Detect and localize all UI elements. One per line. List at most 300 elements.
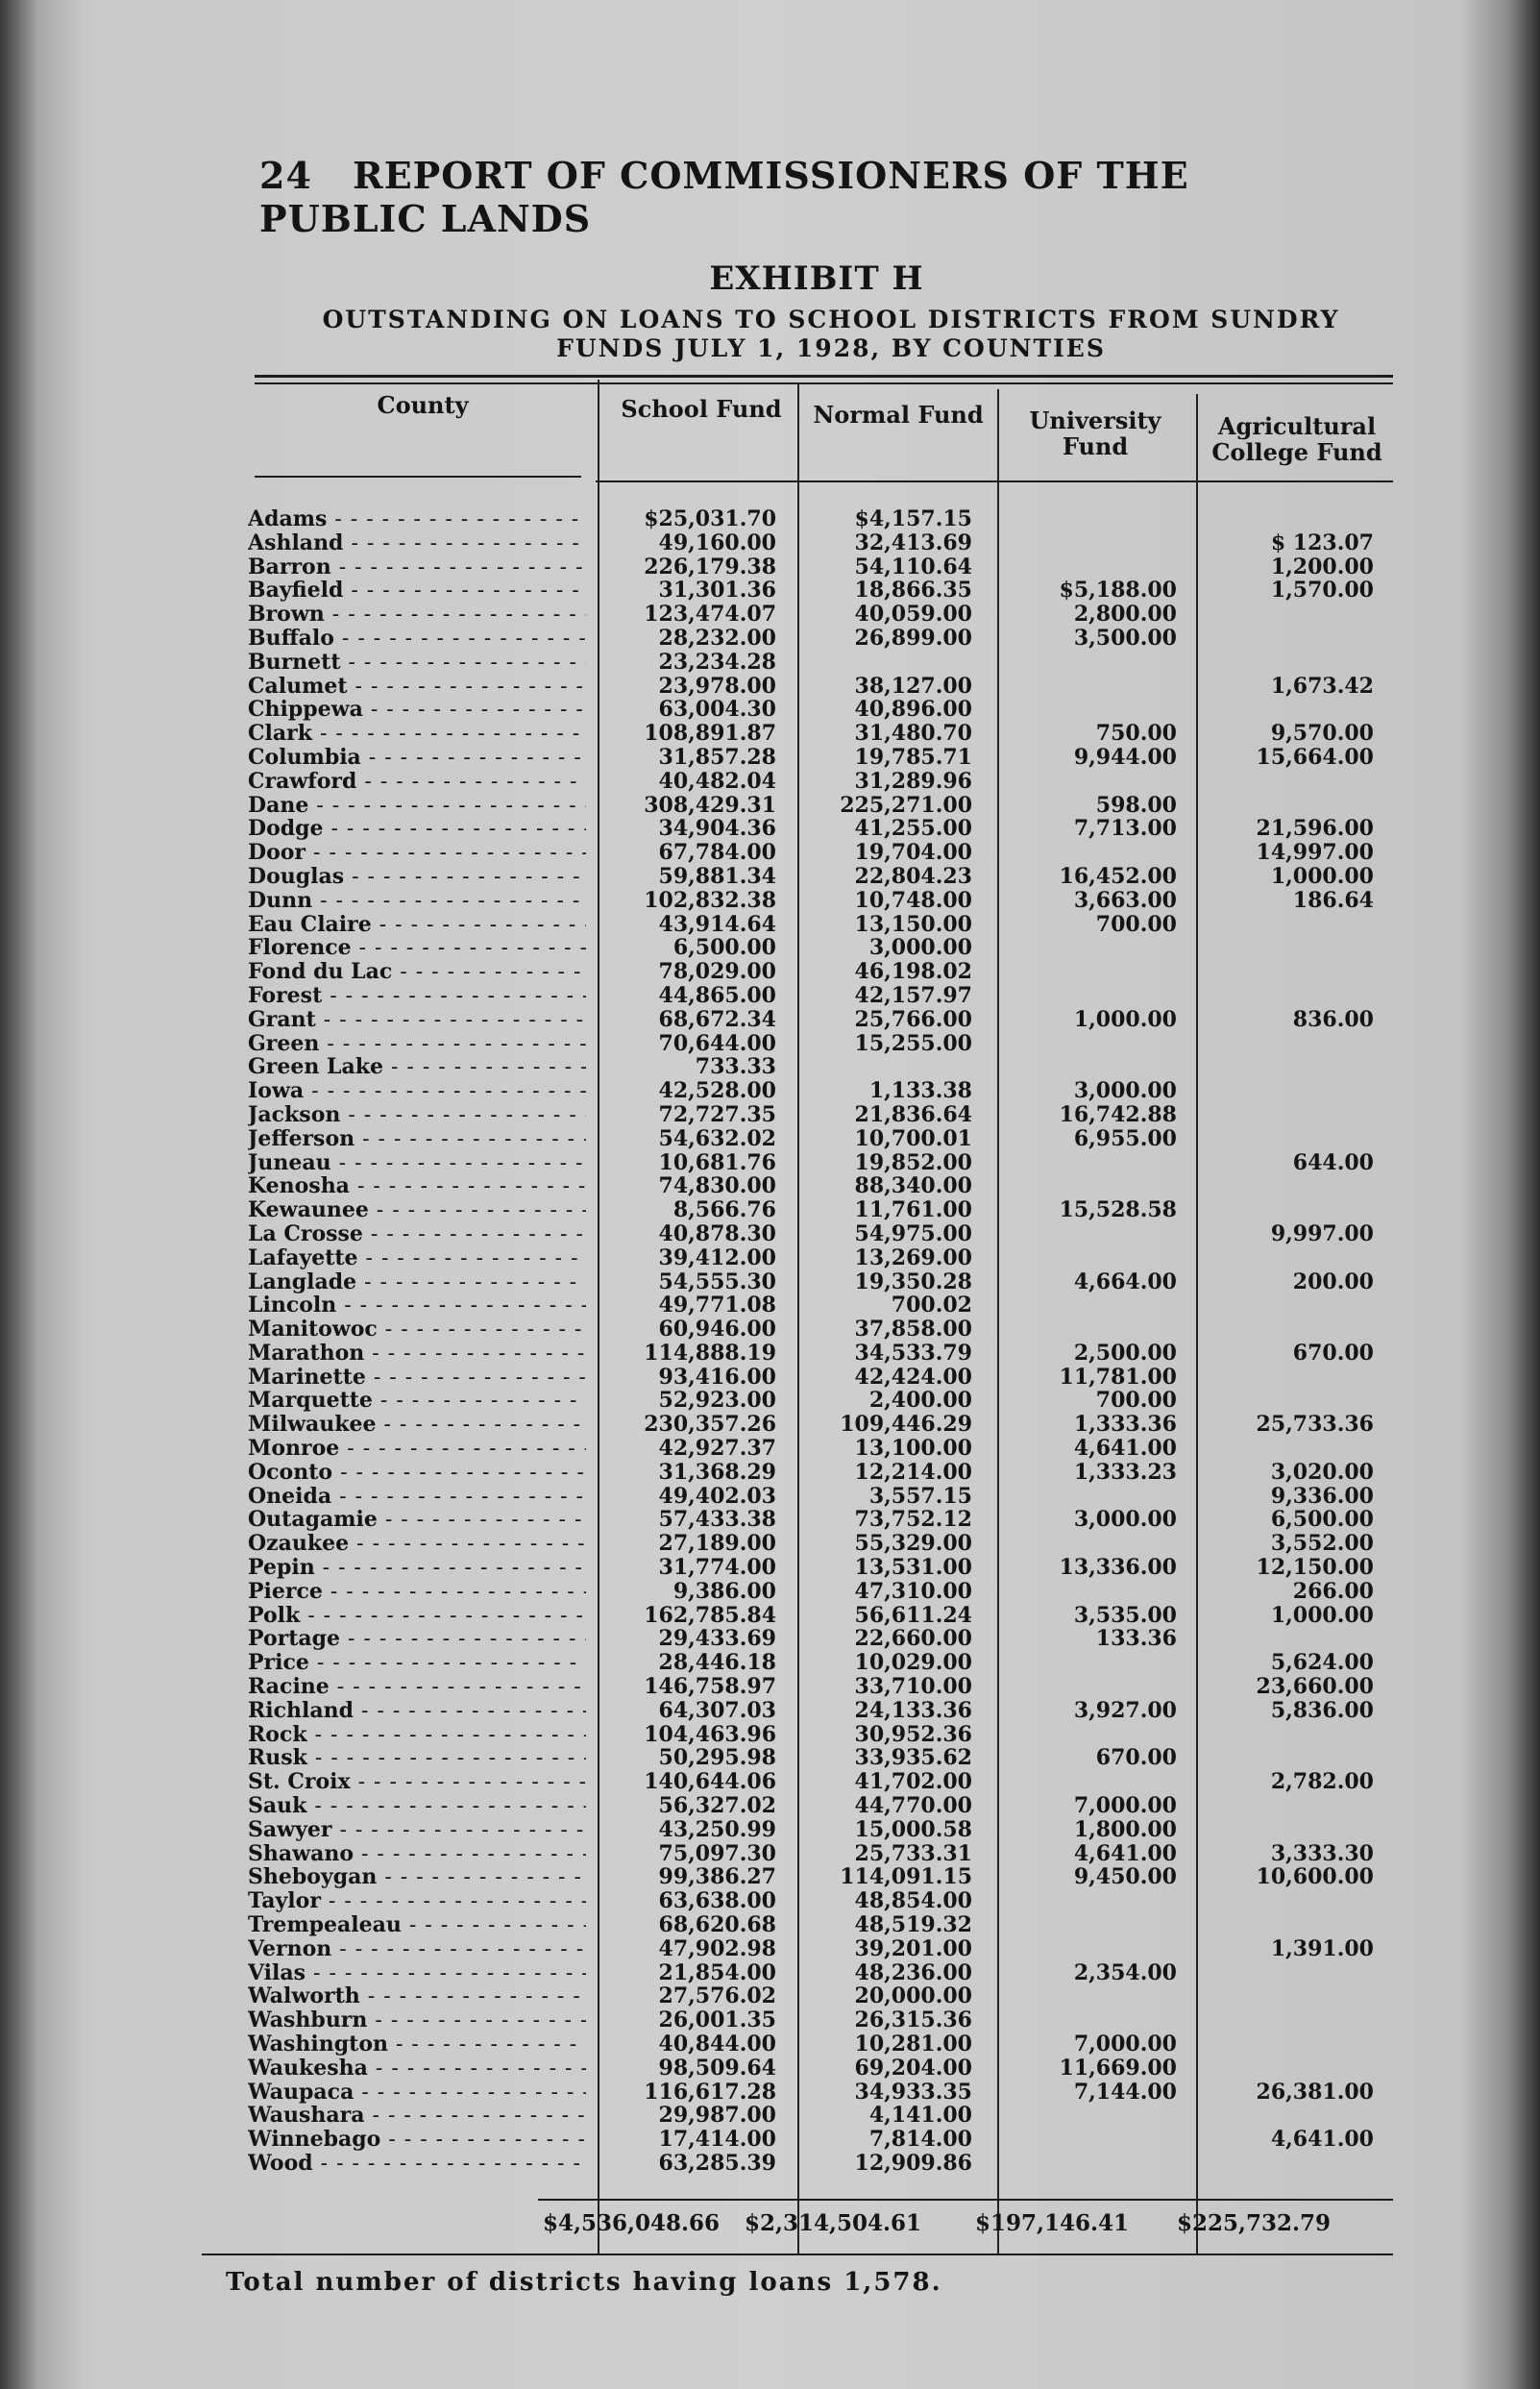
agricultural-fund-value: 21,596.00 xyxy=(1256,816,1374,842)
agricultural-fund-value: 23,660.00 xyxy=(1256,1674,1374,1700)
table-row xyxy=(0,2128,1540,2152)
university-fund-value: 7,144.00 xyxy=(1073,2079,1177,2105)
normal-fund-value: 12,909.86 xyxy=(854,2150,972,2176)
col-head-university-line2: Fund xyxy=(1062,432,1129,460)
county-name: Lincoln - - - xyxy=(248,1293,586,1318)
table-row xyxy=(0,1508,1540,1532)
school-fund-value: 42,927.37 xyxy=(658,1436,776,1462)
table-row xyxy=(0,1842,1540,1866)
county-name: Eau Claire - - - xyxy=(248,913,586,938)
normal-fund-value: 34,533.79 xyxy=(854,1340,972,1366)
agricultural-fund-value: 186.64 xyxy=(1292,887,1374,913)
county-name: Washington - - - xyxy=(248,2032,586,2057)
table-row xyxy=(0,2032,1540,2057)
county-name: Ozaukee - - - xyxy=(248,1532,586,1557)
university-fund-value: 3,535.00 xyxy=(1073,1602,1177,1628)
school-fund-value: 17,414.00 xyxy=(658,2127,776,2153)
county-name: Manitowoc - - - xyxy=(248,1318,586,1342)
school-fund-value: 27,576.02 xyxy=(658,1983,776,2009)
table-row xyxy=(0,627,1540,651)
school-fund-value: 67,784.00 xyxy=(658,840,776,866)
agricultural-fund-value: 3,552.00 xyxy=(1270,1531,1374,1557)
county-name: Rock - - - xyxy=(248,1723,586,1748)
university-fund-value: 6,955.00 xyxy=(1073,1125,1177,1151)
school-fund-value: 31,301.36 xyxy=(658,578,776,603)
normal-fund-value: 42,157.97 xyxy=(854,982,972,1008)
school-fund-value: 40,878.30 xyxy=(658,1220,776,1246)
top-rule-2 xyxy=(255,382,1393,384)
county-name: Waukesha - - - xyxy=(248,2057,586,2081)
normal-fund-value: 31,289.96 xyxy=(854,768,972,794)
county-name: Door - - - xyxy=(248,841,586,866)
school-fund-value: 43,250.99 xyxy=(658,1816,776,1842)
table-row xyxy=(0,1366,1540,1390)
table-row xyxy=(0,1984,1540,2008)
university-fund-value: 750.00 xyxy=(1095,721,1177,747)
school-fund-value: 28,446.18 xyxy=(658,1650,776,1676)
normal-fund-value: 114,091.15 xyxy=(840,1864,972,1890)
university-fund-value: 9,944.00 xyxy=(1073,744,1177,770)
normal-fund-value: 13,150.00 xyxy=(854,911,972,937)
table-row xyxy=(0,1485,1540,1509)
school-fund-value: 29,987.00 xyxy=(658,2103,776,2129)
table-row xyxy=(0,579,1540,603)
agricultural-fund-value: 1,673.42 xyxy=(1270,673,1374,699)
school-fund-value: 114,888.19 xyxy=(644,1340,776,1366)
university-fund-value: 4,641.00 xyxy=(1073,1436,1177,1462)
university-fund-value: 700.00 xyxy=(1095,911,1177,937)
table-row xyxy=(0,1079,1540,1103)
county-name: Polk - - - xyxy=(248,1604,586,1629)
agricultural-fund-value: 14,997.00 xyxy=(1256,840,1374,866)
school-fund-value: 99,386.27 xyxy=(658,1864,776,1890)
normal-fund-value: 3,000.00 xyxy=(868,935,972,961)
total-agricultural-fund: $225,732.79 xyxy=(1177,2210,1332,2236)
table-row xyxy=(0,1532,1540,1556)
table-row xyxy=(0,817,1540,841)
county-name: Washburn - - - xyxy=(248,2008,586,2033)
table-row xyxy=(0,1865,1540,1889)
university-fund-value: 700.00 xyxy=(1095,1388,1177,1414)
table-row xyxy=(0,1961,1540,1985)
county-name: Green - - - xyxy=(248,1032,586,1057)
totals-rule xyxy=(538,2199,1393,2201)
county-name: Juneau - - - xyxy=(248,1151,586,1176)
table-row xyxy=(0,936,1540,960)
school-fund-value: 49,160.00 xyxy=(658,530,776,555)
normal-fund-value: 22,660.00 xyxy=(854,1626,972,1652)
university-fund-value: 4,641.00 xyxy=(1073,1840,1177,1866)
normal-fund-value: 39,201.00 xyxy=(854,1935,972,1961)
subtitle-line-2: FUNDS JULY 1, 1928, BY COUNTIES xyxy=(556,334,1106,362)
school-fund-value: 47,902.98 xyxy=(658,1935,776,1961)
table-row xyxy=(0,770,1540,794)
university-fund-value: 670.00 xyxy=(1095,1745,1177,1771)
normal-fund-value: 54,110.64 xyxy=(854,554,972,579)
school-fund-value: 68,672.34 xyxy=(658,1006,776,1032)
county-name: Marathon - - - xyxy=(248,1342,586,1367)
agricultural-fund-value: 200.00 xyxy=(1292,1268,1374,1294)
school-fund-value: 40,844.00 xyxy=(658,2032,776,2057)
agricultural-fund-value: 9,336.00 xyxy=(1270,1483,1374,1509)
normal-fund-value: 10,700.01 xyxy=(854,1125,972,1151)
normal-fund-value: 10,748.00 xyxy=(854,887,972,913)
school-fund-value: 68,620.68 xyxy=(658,1912,776,1938)
county-name: Florence - - - xyxy=(248,936,586,961)
normal-fund-value: 109,446.29 xyxy=(840,1412,972,1438)
normal-fund-value: 32,413.69 xyxy=(854,530,972,555)
agricultural-fund-value: 6,500.00 xyxy=(1270,1507,1374,1533)
table-row xyxy=(0,1627,1540,1651)
col-head-agricultural-line1: Agricultural xyxy=(1217,412,1377,440)
table-row xyxy=(0,1699,1540,1723)
school-fund-value: 116,617.28 xyxy=(644,2079,776,2105)
table-row xyxy=(0,2081,1540,2105)
county-name: Winnebago - - - xyxy=(248,2128,586,2153)
school-fund-value: 34,904.36 xyxy=(658,816,776,842)
school-fund-value: 21,854.00 xyxy=(658,1959,776,1985)
university-fund-value: 3,000.00 xyxy=(1073,1078,1177,1104)
normal-fund-value: 1,133.38 xyxy=(868,1078,972,1104)
county-name: Outagamie - - - xyxy=(248,1508,586,1533)
table-row xyxy=(0,1437,1540,1461)
school-fund-value: 52,923.00 xyxy=(658,1388,776,1414)
table-row xyxy=(0,1318,1540,1342)
agricultural-fund-value: 836.00 xyxy=(1292,1006,1374,1032)
university-fund-value: 1,000.00 xyxy=(1073,1006,1177,1032)
table-row xyxy=(0,746,1540,770)
table-row xyxy=(0,865,1540,889)
agricultural-fund-value: 15,664.00 xyxy=(1256,744,1374,770)
school-fund-value: 123,474.07 xyxy=(644,602,776,628)
subtitle-line-1: OUTSTANDING ON LOANS TO SCHOOL DISTRICTS FROM SUNDRY xyxy=(322,306,1340,333)
normal-fund-value: 69,204.00 xyxy=(854,2055,972,2081)
table-row xyxy=(0,555,1540,579)
university-fund-value: 7,713.00 xyxy=(1073,816,1177,842)
agricultural-fund-value: 2,782.00 xyxy=(1270,1769,1374,1795)
county-name: Vernon - - - xyxy=(248,1937,586,1962)
county-name: Monroe - - - xyxy=(248,1437,586,1462)
col-head-university-line1: University xyxy=(1029,406,1161,434)
school-fund-value: 9,386.00 xyxy=(672,1578,776,1604)
table-body xyxy=(0,507,1540,2176)
school-fund-value: 23,234.28 xyxy=(658,649,776,675)
agricultural-fund-value: 670.00 xyxy=(1292,1340,1374,1366)
school-fund-value: 10,681.76 xyxy=(658,1149,776,1175)
university-fund-value: 133.36 xyxy=(1095,1626,1177,1652)
normal-fund-value: 34,933.35 xyxy=(854,2079,972,2105)
county-name: Kewaunee - - - xyxy=(248,1198,586,1223)
agricultural-fund-value: 10,600.00 xyxy=(1256,1864,1374,1890)
normal-fund-value: 48,236.00 xyxy=(854,1959,972,1985)
university-fund-value: 15,528.58 xyxy=(1059,1197,1177,1223)
agricultural-fund-value: 266.00 xyxy=(1292,1578,1374,1604)
county-name: Langlade - - - xyxy=(248,1270,586,1295)
normal-fund-value: 19,852.00 xyxy=(854,1149,972,1175)
table-row xyxy=(0,675,1540,699)
table-row xyxy=(0,1818,1540,1842)
normal-fund-value: 46,198.02 xyxy=(854,959,972,985)
school-fund-value: 63,638.00 xyxy=(658,1888,776,1914)
col-head-normal: Normal Fund xyxy=(813,401,984,429)
normal-fund-value: 47,310.00 xyxy=(854,1578,972,1604)
school-fund-value: 39,412.00 xyxy=(658,1244,776,1270)
county-name: Brown - - - xyxy=(248,603,586,628)
exhibit-title: EXHIBIT H xyxy=(709,259,924,298)
university-fund-value: 2,354.00 xyxy=(1073,1959,1177,1985)
school-fund-value: $25,031.70 xyxy=(644,506,776,531)
school-fund-value: 6,500.00 xyxy=(672,935,776,961)
top-rule xyxy=(255,375,1393,378)
county-name: Milwaukee - - - xyxy=(248,1413,586,1438)
agricultural-fund-value: 1,200.00 xyxy=(1270,554,1374,579)
table-row xyxy=(0,1461,1540,1485)
normal-fund-value: 21,836.64 xyxy=(854,1101,972,1127)
county-name: Jefferson - - - xyxy=(248,1127,586,1152)
school-fund-value: 98,509.64 xyxy=(658,2055,776,2081)
normal-fund-value: 12,214.00 xyxy=(854,1459,972,1485)
school-fund-value: 50,295.98 xyxy=(658,1745,776,1771)
school-fund-value: 63,004.30 xyxy=(658,697,776,723)
table-row xyxy=(0,1198,1540,1222)
normal-fund-value: 48,854.00 xyxy=(854,1888,972,1914)
table-row xyxy=(0,2152,1540,2176)
school-fund-value: 44,865.00 xyxy=(658,982,776,1008)
school-fund-value: 8,566.76 xyxy=(672,1197,776,1223)
school-fund-value: 60,946.00 xyxy=(658,1317,776,1342)
university-fund-value: 9,450.00 xyxy=(1073,1864,1177,1890)
normal-fund-value: 19,704.00 xyxy=(854,840,972,866)
normal-fund-value: 56,611.24 xyxy=(854,1602,972,1628)
normal-fund-value: 38,127.00 xyxy=(854,673,972,699)
county-name: Calumet - - - xyxy=(248,675,586,700)
table-row xyxy=(0,1746,1540,1770)
county-name: Portage - - - xyxy=(248,1627,586,1652)
university-fund-value: 2,500.00 xyxy=(1073,1340,1177,1366)
table-row xyxy=(0,1032,1540,1056)
table-row xyxy=(0,1342,1540,1366)
agricultural-fund-value: 25,733.36 xyxy=(1256,1412,1374,1438)
school-fund-value: 31,368.29 xyxy=(658,1459,776,1485)
normal-fund-value: 88,340.00 xyxy=(854,1173,972,1199)
table-row xyxy=(0,1413,1540,1437)
school-fund-value: 26,001.35 xyxy=(658,2007,776,2033)
county-name: Douglas - - - xyxy=(248,865,586,890)
table-row xyxy=(0,1127,1540,1151)
agricultural-fund-value: 26,381.00 xyxy=(1256,2079,1374,2105)
table-row xyxy=(0,1794,1540,1818)
university-fund-value: 11,669.00 xyxy=(1059,2055,1177,2081)
school-fund-value: 42,528.00 xyxy=(658,1078,776,1104)
table-row xyxy=(0,1151,1540,1175)
table-row xyxy=(0,1246,1540,1270)
school-fund-value: 56,327.02 xyxy=(658,1793,776,1819)
agricultural-fund-value: 5,836.00 xyxy=(1270,1697,1374,1723)
normal-fund-value: 13,100.00 xyxy=(854,1436,972,1462)
total-normal-fund: $2,314,504.61 xyxy=(745,2210,922,2236)
school-fund-value: 40,482.04 xyxy=(658,768,776,794)
school-fund-value: 49,771.08 xyxy=(658,1293,776,1318)
county-name: Vilas - - - xyxy=(248,1961,586,1986)
report-title: REPORT OF COMMISSIONERS OF THE PUBLIC LANDS xyxy=(259,154,1189,240)
agricultural-fund-value: 1,391.00 xyxy=(1270,1935,1374,1961)
normal-fund-value: 25,766.00 xyxy=(854,1006,972,1032)
county-name: Marquette - - - xyxy=(248,1389,586,1414)
normal-fund-value: 19,350.28 xyxy=(854,1268,972,1294)
table-row xyxy=(0,1103,1540,1127)
school-fund-value: 78,029.00 xyxy=(658,959,776,985)
normal-fund-value: 44,770.00 xyxy=(854,1793,972,1819)
school-fund-value: 59,881.34 xyxy=(658,863,776,889)
normal-fund-value: 11,761.00 xyxy=(854,1197,972,1223)
normal-fund-value: 10,029.00 xyxy=(854,1650,972,1676)
university-fund-value: 3,000.00 xyxy=(1073,1507,1177,1533)
col-head-agricultural-line2: College Fund xyxy=(1211,438,1382,466)
normal-fund-value: 13,531.00 xyxy=(854,1555,972,1581)
county-name: Burnett - - - xyxy=(248,651,586,676)
table-row xyxy=(0,2008,1540,2032)
table-row xyxy=(0,1293,1540,1318)
col-head-county: County xyxy=(377,391,469,419)
table-row xyxy=(0,1580,1540,1604)
university-fund-value: 1,333.36 xyxy=(1073,1412,1177,1438)
county-name: Bayfield - - - xyxy=(248,579,586,603)
normal-fund-value: 19,785.71 xyxy=(854,744,972,770)
county-name: Clark - - - xyxy=(248,722,586,747)
table-row xyxy=(0,1675,1540,1699)
agricultural-fund-value: 1,000.00 xyxy=(1270,863,1374,889)
table-row xyxy=(0,984,1540,1008)
school-fund-value: 146,758.97 xyxy=(644,1674,776,1700)
county-name: Dane - - - xyxy=(248,794,586,819)
normal-fund-value: 3,557.15 xyxy=(868,1483,972,1509)
normal-fund-value: 26,899.00 xyxy=(854,625,972,651)
agricultural-fund-value: 3,020.00 xyxy=(1270,1459,1374,1485)
table-row xyxy=(0,1604,1540,1628)
school-fund-value: 49,402.03 xyxy=(658,1483,776,1509)
table-row xyxy=(0,889,1540,913)
table-row xyxy=(0,603,1540,627)
school-fund-value: 31,857.28 xyxy=(658,744,776,770)
county-name: Jackson - - - xyxy=(248,1103,586,1128)
county-name: Taylor - - - xyxy=(248,1889,586,1914)
agricultural-fund-value: 5,624.00 xyxy=(1270,1650,1374,1676)
normal-fund-value: 42,424.00 xyxy=(854,1364,972,1390)
county-name: Lafayette - - - xyxy=(248,1246,586,1271)
head-underline-funds xyxy=(596,480,1393,482)
normal-fund-value: 41,702.00 xyxy=(854,1769,972,1795)
county-name: Fond du Lac - - - xyxy=(248,960,586,985)
county-name: Oneida - - - xyxy=(248,1485,586,1510)
county-name: Kenosha - - - xyxy=(248,1174,586,1199)
head-underline-county xyxy=(255,476,581,478)
school-fund-value: 57,433.38 xyxy=(658,1507,776,1533)
county-name: Rusk - - - xyxy=(248,1746,586,1771)
col-head-school: School Fund xyxy=(621,395,782,423)
county-name: Forest - - - xyxy=(248,984,586,1009)
normal-fund-value: 10,281.00 xyxy=(854,2032,972,2057)
county-name: La Crosse - - - xyxy=(248,1222,586,1247)
county-name: Shawano - - - xyxy=(248,1842,586,1867)
table-row xyxy=(0,913,1540,937)
agricultural-fund-value: 1,000.00 xyxy=(1270,1602,1374,1628)
county-name: Buffalo - - - xyxy=(248,627,586,652)
county-name: Crawford - - - xyxy=(248,770,586,795)
normal-fund-value: 20,000.00 xyxy=(854,1983,972,2009)
school-fund-value: 226,179.38 xyxy=(644,554,776,579)
normal-fund-value: 26,315.36 xyxy=(854,2007,972,2033)
county-name: Ashland - - - xyxy=(248,531,586,556)
table-row xyxy=(0,698,1540,722)
school-fund-value: 29,433.69 xyxy=(658,1626,776,1652)
school-fund-value: 28,232.00 xyxy=(658,625,776,651)
agricultural-fund-value: 3,333.30 xyxy=(1270,1840,1374,1866)
normal-fund-value: 33,935.62 xyxy=(854,1745,972,1771)
agricultural-fund-value: 4,641.00 xyxy=(1270,2127,1374,2153)
university-fund-value: 7,000.00 xyxy=(1073,1793,1177,1819)
school-fund-value: 74,830.00 xyxy=(658,1173,776,1199)
normal-fund-value: 7,814.00 xyxy=(868,2127,972,2153)
table-row xyxy=(0,1222,1540,1246)
university-fund-value: 11,781.00 xyxy=(1059,1364,1177,1390)
school-fund-value: 75,097.30 xyxy=(658,1840,776,1866)
table-row xyxy=(0,1556,1540,1580)
county-name: Wood - - - xyxy=(248,2152,586,2177)
normal-fund-value: 31,480.70 xyxy=(854,721,972,747)
school-fund-value: 162,785.84 xyxy=(644,1602,776,1628)
county-name: Trempealeau - - - xyxy=(248,1913,586,1938)
table-row xyxy=(0,531,1540,555)
county-name: Chippewa - - - xyxy=(248,698,586,723)
normal-fund-value: 37,858.00 xyxy=(854,1317,972,1342)
county-name: Racine - - - xyxy=(248,1675,586,1700)
district-count-note: Total number of districts having loans 1,578. xyxy=(226,2268,942,2297)
county-name: Oconto - - - xyxy=(248,1461,586,1486)
university-fund-value: 16,452.00 xyxy=(1059,863,1177,889)
school-fund-value: 733.33 xyxy=(695,1054,776,1080)
table-row xyxy=(0,2057,1540,2081)
county-name: Sawyer - - - xyxy=(248,1818,586,1843)
table-row xyxy=(0,1651,1540,1675)
table-row xyxy=(0,651,1540,675)
table-row xyxy=(0,1770,1540,1794)
county-name: Waupaca - - - xyxy=(248,2081,586,2106)
table-row xyxy=(0,1389,1540,1413)
county-name: Iowa - - - xyxy=(248,1079,586,1104)
table-row xyxy=(0,722,1540,746)
table-row xyxy=(0,507,1540,531)
university-fund-value: 3,927.00 xyxy=(1073,1697,1177,1723)
normal-fund-value: 700.02 xyxy=(891,1293,972,1318)
university-fund-value: 598.00 xyxy=(1095,792,1177,818)
school-fund-value: 63,285.39 xyxy=(658,2150,776,2176)
table-row xyxy=(0,841,1540,865)
page-number: 24 xyxy=(259,154,312,197)
university-fund-value: 1,333.23 xyxy=(1073,1459,1177,1485)
table-subtitle xyxy=(255,306,1407,363)
col-head-agricultural xyxy=(1201,413,1393,465)
normal-fund-value: 73,752.12 xyxy=(854,1507,972,1533)
agricultural-fund-value: 1,570.00 xyxy=(1270,578,1374,603)
school-fund-value: 54,555.30 xyxy=(658,1268,776,1294)
table-row xyxy=(0,2104,1540,2128)
agricultural-fund-value: 12,150.00 xyxy=(1256,1555,1374,1581)
county-name: Marinette - - - xyxy=(248,1366,586,1391)
university-fund-value: 3,500.00 xyxy=(1073,625,1177,651)
normal-fund-value: 225,271.00 xyxy=(840,792,972,818)
normal-fund-value: 15,000.58 xyxy=(854,1816,972,1842)
normal-fund-value: 18,866.35 xyxy=(854,578,972,603)
